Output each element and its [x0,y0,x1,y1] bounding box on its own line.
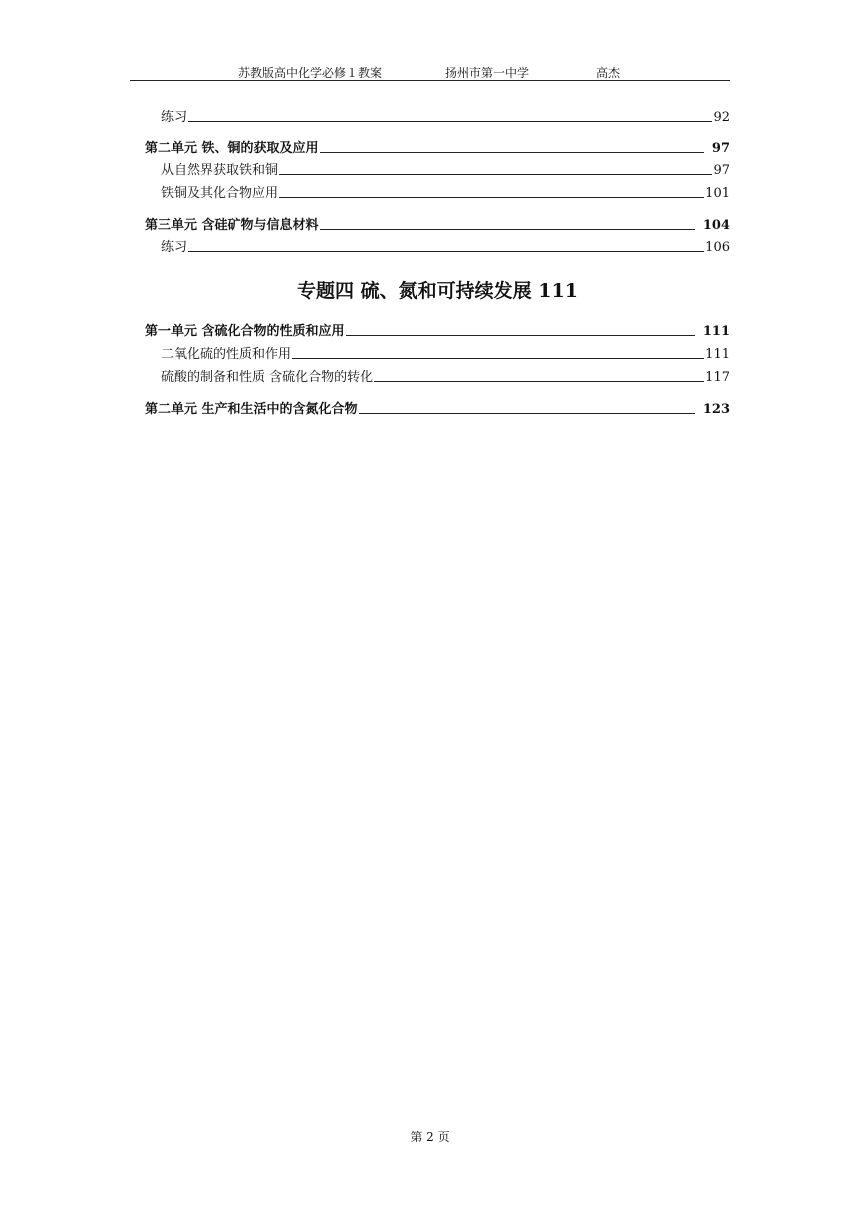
toc-entry-title: 二氧化硫的性质和作用 [161,347,292,362]
page-header [130,64,730,81]
toc-entry-title: 从自然界获取铁和铜 [161,163,279,178]
toc-entry-title: 练习 [161,110,188,125]
toc-leader [320,152,704,153]
toc-entry-title: 第一单元 含硫化合物的性质和应用 [145,324,345,339]
toc-leader [359,413,695,414]
toc-unit-entry[interactable] [145,137,730,156]
toc-unit-entry[interactable] [145,398,730,417]
toc-leader [346,335,695,336]
toc-entry-title: 铁铜及其化合物应用 [161,186,279,201]
toc-leader [374,381,704,382]
toc-entry-page: 101 [705,186,730,201]
toc-chapter-heading[interactable] [145,276,730,303]
toc-leader [188,251,704,252]
toc-leader [320,229,695,230]
toc-entry-page: 106 [705,240,730,255]
header-school: 扬州市第一中学 [445,66,530,80]
chapter-page: 111 [538,280,578,302]
toc-entry[interactable] [145,366,730,385]
toc-entry[interactable] [145,236,730,255]
toc-unit-entry[interactable] [145,214,730,233]
toc-entry-page: 92 [713,110,730,125]
toc-leader [279,197,704,198]
toc-entry-title: 第二单元 生产和生活中的含氮化合物 [145,402,358,417]
toc-entry-title: 第二单元 铁、铜的获取及应用 [145,141,319,156]
header-book-title: 苏教版高中化学必修１教案 [238,66,383,80]
toc-entry-page: 123 [702,402,730,417]
toc-unit-entry[interactable] [145,320,730,339]
toc-entry-page: 97 [711,141,730,156]
header-author: 高杰 [596,66,621,80]
toc-leader [188,121,712,122]
toc-entry[interactable] [145,106,730,125]
toc-entry-page: 111 [705,347,730,362]
toc-entry-page: 111 [702,324,730,339]
toc-entry-page: 97 [713,163,730,178]
chapter-title: 专题四 硫、氮和可持续发展 [297,280,532,302]
toc-entry[interactable] [145,343,730,362]
toc-entry-title: 硫酸的制备和性质 含硫化合物的转化 [161,370,374,385]
toc-leader [279,174,712,175]
toc-entry-title: 练习 [161,240,188,255]
toc-entry[interactable] [145,182,730,201]
toc-entry[interactable] [145,159,730,178]
toc-entry-page: 117 [705,370,730,385]
toc-entry-page: 104 [702,218,730,233]
toc-entry-title: 第三单元 含硅矿物与信息材料 [145,218,319,233]
toc-leader [292,358,704,359]
page-footer: 第 2 页 [410,1130,450,1144]
